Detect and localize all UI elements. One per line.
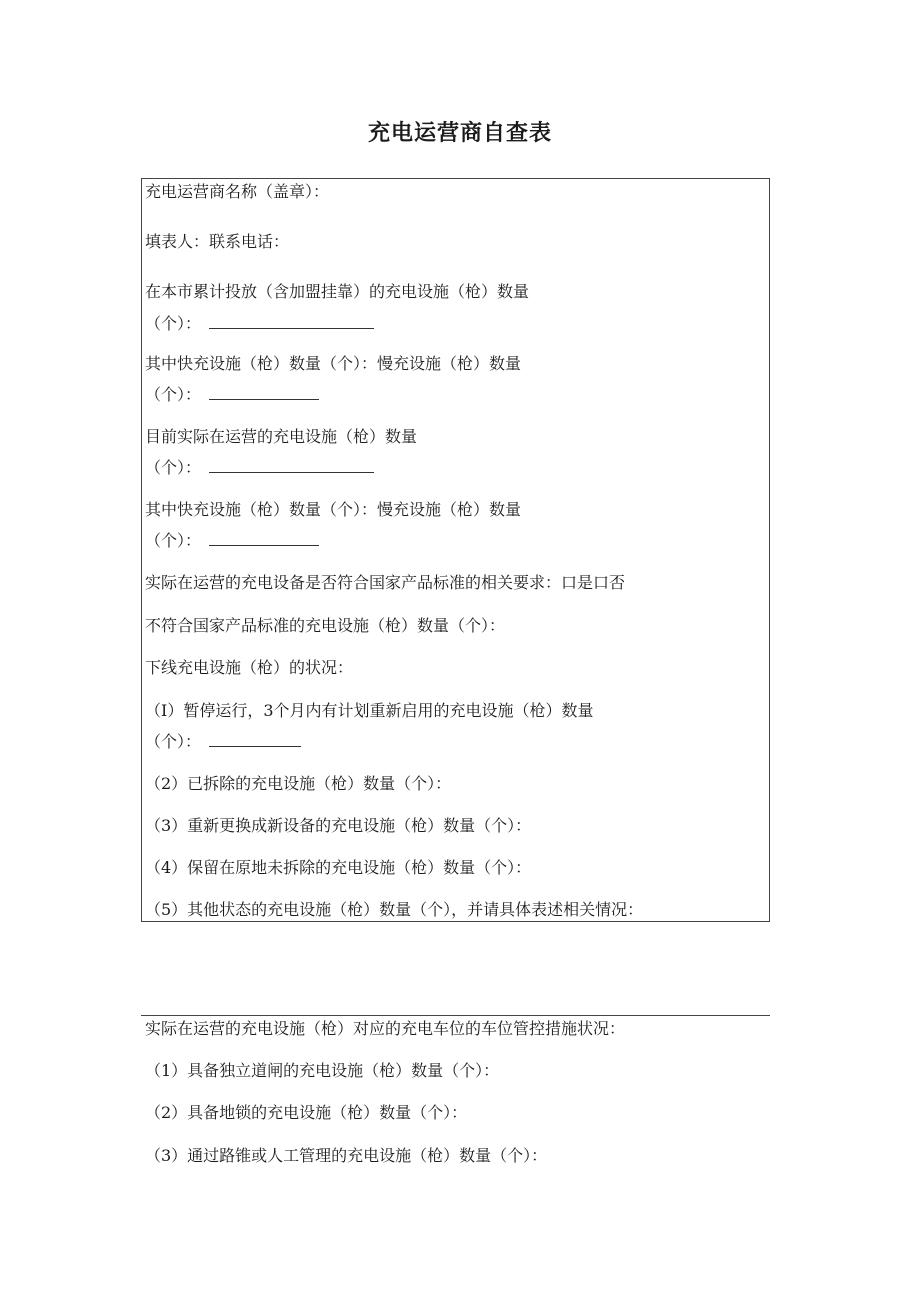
operating-label: 目前实际在运营的充电设施（枪）数量 bbox=[145, 427, 418, 446]
offline-item-4: （4）保留在原地未拆除的充电设施（枪）数量（个）： bbox=[145, 858, 532, 877]
parking-control-heading: 实际在运营的充电设施（枪）对应的充电车位的车位管控措施状况： bbox=[145, 1019, 626, 1038]
offline-item-2: （2）已拆除的充电设施（枪）数量（个）： bbox=[145, 774, 452, 793]
unit-label: （个）： bbox=[145, 531, 202, 550]
parking-item-1: （1）具备独立道闸的充电设施（枪）数量（个）： bbox=[145, 1061, 500, 1080]
cumulative-unit-row bbox=[145, 314, 374, 334]
non-compliant-count: 不符合国家产品标准的充电设施（枪）数量（个）： bbox=[145, 616, 506, 635]
operating-split-unit-row bbox=[145, 531, 319, 551]
cumulative-split-unit-row bbox=[145, 385, 319, 405]
unit-label: （个）： bbox=[145, 385, 202, 404]
fill-blank[interactable] bbox=[209, 314, 374, 329]
cumulative-split-label: 其中快充设施（枪）数量（个）：慢充设施（枪）数量 bbox=[145, 354, 522, 373]
page-title: 充电运营商自查表 bbox=[367, 121, 552, 146]
offline-status-heading: 下线充电设施（枪）的状况： bbox=[145, 658, 354, 677]
offline-item-5: （5）其他状态的充电设施（枪）数量（个），并请具体表述相关情况： bbox=[145, 900, 644, 919]
fill-blank[interactable] bbox=[209, 732, 301, 747]
operator-name-field: 充电运营商名称（盖章）： bbox=[145, 182, 330, 201]
parking-item-2: （2）具备地锁的充电设施（枪）数量（个）： bbox=[145, 1103, 468, 1122]
cumulative-label: 在本市累计投放（含加盟挂靠）的充电设施（枪）数量 bbox=[145, 282, 530, 301]
filler-contact-field: 填表人：联系电话： bbox=[145, 232, 290, 251]
offline-item-3: （3）重新更换成新设备的充电设施（枪）数量（个）： bbox=[145, 816, 532, 835]
unit-label: （个）： bbox=[145, 732, 202, 751]
operating-split-label: 其中快充设施（枪）数量（个）：慢充设施（枪）数量 bbox=[145, 500, 522, 519]
unit-label: （个）： bbox=[145, 458, 202, 477]
fill-blank[interactable] bbox=[209, 385, 319, 400]
offline-item-1-unit-row bbox=[145, 732, 301, 752]
operating-unit-row bbox=[145, 458, 374, 478]
parking-item-3: （3）通过路锥或人工管理的充电设施（枪）数量（个）： bbox=[145, 1146, 548, 1165]
fill-blank[interactable] bbox=[209, 458, 374, 473]
fill-blank[interactable] bbox=[209, 531, 319, 546]
offline-item-1-label: （I）暂停运行，3个月内有计划重新启用的充电设施（枪）数量 bbox=[145, 701, 594, 720]
unit-label: （个）： bbox=[145, 314, 202, 333]
section-divider bbox=[141, 1015, 770, 1016]
standard-compliance-question: 实际在运营的充电设备是否符合国家产品标准的相关要求：口是口否 bbox=[145, 573, 626, 592]
